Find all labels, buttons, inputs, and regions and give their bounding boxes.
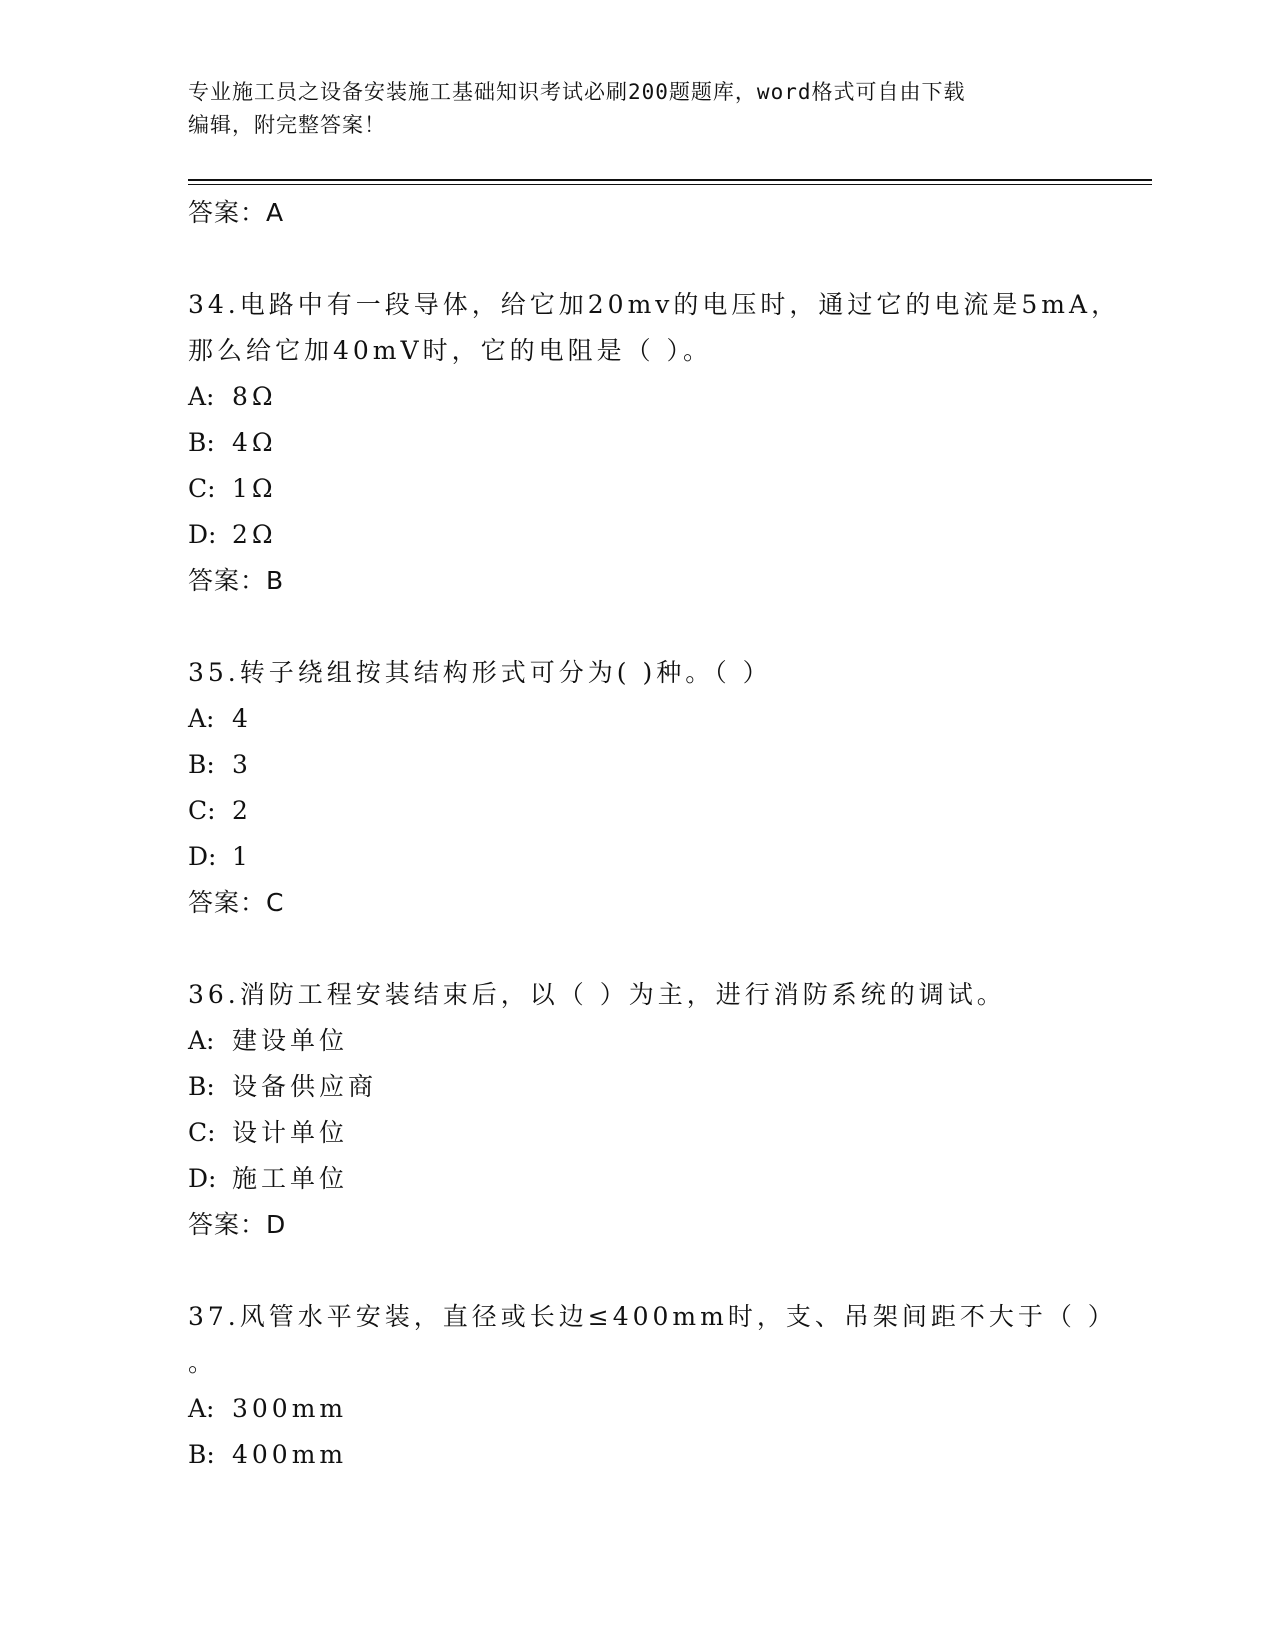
option-text: 1Ω: [232, 474, 277, 503]
option-label: A:: [188, 1394, 215, 1423]
question-text: 34.电路中有一段导体，给它加20mv的电压时，通过它的电流是5mA，: [188, 290, 1121, 319]
option-text: 400mm: [232, 1440, 348, 1469]
question-list: [188, 190, 1121, 1478]
option-label: B:: [188, 750, 215, 779]
question-text: 37.风管水平安装，直径或长边≤400mm时，支、吊架间距不大于（ ）: [188, 1302, 1117, 1331]
option-b: [188, 742, 1088, 788]
option-c: [188, 788, 1088, 834]
option-b: [188, 420, 1088, 466]
option-label: A:: [188, 1026, 215, 1055]
option-label: D:: [188, 1164, 217, 1193]
option-label: D:: [188, 842, 217, 871]
option-b: [188, 1064, 1088, 1110]
option-text: 4: [232, 704, 252, 733]
answer-line: 答案：B: [188, 566, 285, 595]
option-a: [188, 374, 1088, 420]
option-label: B:: [188, 1440, 215, 1469]
option-label: A:: [188, 704, 215, 733]
question-item: [188, 972, 1088, 1248]
option-d: [188, 1156, 1088, 1202]
option-label: D:: [188, 520, 217, 549]
option-text: 2: [232, 796, 252, 825]
option-label: A:: [188, 382, 215, 411]
question-text: 36.消防工程安装结束后，以（ ）为主，进行消防系统的调试。: [188, 980, 1006, 1009]
option-a: [188, 1386, 1088, 1432]
option-label: C:: [188, 796, 216, 825]
option-label: B:: [188, 428, 215, 457]
option-text: 3: [232, 750, 252, 779]
question-item: [188, 650, 1088, 926]
option-text: 2Ω: [232, 520, 277, 549]
header-divider-thin: [188, 184, 1152, 185]
header-line-2: 编辑，附完整答案！: [188, 113, 386, 137]
option-c: [188, 1110, 1088, 1156]
option-c: [188, 466, 1088, 512]
option-d: [188, 834, 1088, 880]
option-label: C:: [188, 474, 216, 503]
option-text: 建设单位: [232, 1026, 349, 1055]
option-text: 300mm: [232, 1394, 348, 1423]
option-text: 1: [232, 842, 252, 871]
header-line-1: 专业施工员之设备安装施工基础知识考试必刷200题题库，word格式可自由下载: [188, 80, 966, 104]
option-d: [188, 512, 1088, 558]
question-text: 35.转子绕组按其结构形式可分为( )种。（ ）: [188, 658, 772, 687]
answer-line: 答案：D: [188, 1210, 287, 1239]
option-text: 8Ω: [232, 382, 277, 411]
question-item: [188, 1294, 1117, 1478]
option-text: 4Ω: [232, 428, 277, 457]
option-label: C:: [188, 1118, 216, 1147]
option-text: 设备供应商: [232, 1072, 378, 1101]
question-text: 。: [188, 1348, 218, 1377]
answer-line: 答案：A: [188, 198, 285, 227]
document-header: [188, 76, 1088, 142]
option-b: [188, 1432, 1088, 1478]
option-a: [188, 696, 1088, 742]
question-item: [188, 282, 1121, 604]
option-text: 施工单位: [232, 1164, 349, 1193]
header-divider-thick: [188, 179, 1152, 181]
option-text: 设计单位: [232, 1118, 349, 1147]
question-text: 那么给它加40mV时，它的电阻是（ ）。: [188, 336, 713, 365]
option-label: B:: [188, 1072, 215, 1101]
option-a: [188, 1018, 1088, 1064]
answer-line: 答案：C: [188, 888, 285, 917]
